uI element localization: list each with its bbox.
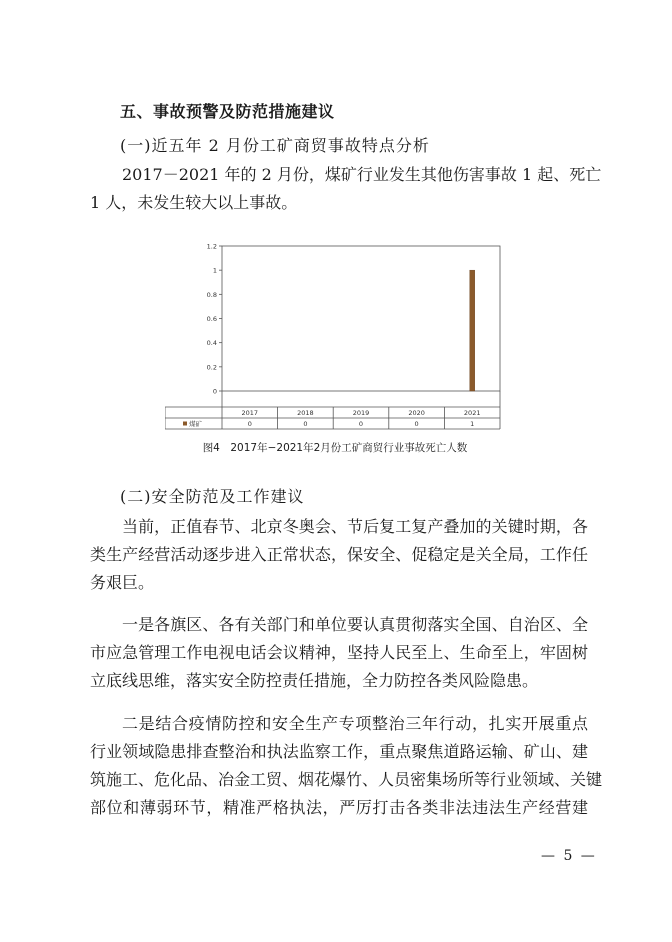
y-tick-label: 0.2 [206, 363, 217, 372]
chart [165, 238, 505, 438]
paragraph-3-line-3: 立底线思维，落实安全防控责任措施，全力防控各类风险隐患。 [90, 671, 539, 690]
paragraph-4 [90, 710, 603, 822]
y-tick-label: 0.6 [206, 315, 217, 323]
y-tick-label: 1.2 [206, 242, 217, 251]
x-category-label: 2018 [297, 409, 314, 417]
paragraph-2-line-2: 类生产经营活动逐步进入正常状态，保安全、促稳定是关全局，工作任 [90, 545, 588, 564]
page-number: — 5 — [541, 848, 597, 864]
bar-2021 [470, 270, 475, 391]
table-value: 0 [358, 420, 364, 428]
paragraph-4-line-4: 部位和薄弱环节，精准严格执法，严厉打击各类非法违法生产经营建 [90, 798, 588, 817]
bar-chart-svg [165, 238, 505, 438]
table-value: 0 [247, 420, 252, 428]
x-category-label: 2021 [463, 409, 481, 417]
table-value: 0 [303, 420, 308, 428]
section-title: 五、事故预警及防范措施建议 [120, 102, 335, 121]
legend-series-name: 煤矿 [189, 420, 202, 428]
plot-area [222, 246, 500, 391]
paragraph-1-line-2: 1 人，未发生较大以上事故。 [90, 193, 298, 212]
y-tick-label: 0.8 [206, 290, 217, 299]
table-value: 0 [414, 420, 419, 428]
x-category-label: 2019 [352, 409, 370, 417]
paragraph-4-line-1: 二是结合疫情防控和安全生产专项整治三年行动，扎实开展重点 [122, 714, 588, 733]
paragraph-3-line-2: 市应急管理工作电视电话会议精神，坚持人民至上、生命至上，牢固树 [90, 643, 588, 662]
paragraph-4-line-3: 筑施工、危化品、冶金工贸、烟花爆竹、人员密集场所等行业领域、关键 [90, 770, 603, 789]
legend-swatch [183, 422, 187, 426]
y-tick-label: 1 [212, 266, 217, 275]
paragraph-1-line-1: 2017－2021 年的 2 月份，煤矿行业发生其他伤害事故 1 起、死亡 [122, 165, 602, 184]
paragraph-4-line-2: 行业领域隐患排查整治和执法监察工作，重点聚焦道路运输、矿山、建 [90, 742, 588, 761]
paragraph-2 [90, 513, 588, 597]
paragraph-2-line-3: 务艰巨。 [90, 573, 155, 592]
x-category-label: 2020 [408, 409, 425, 417]
y-tick-label: 0.4 [206, 339, 217, 348]
paragraph-3 [90, 611, 588, 695]
paragraph-3-line-1: 一是各旗区、各有关部门和单位要认真贯彻落实全国、自治区、全 [122, 615, 588, 634]
subsection-title-1: (一)近五年 2 月份工矿商贸事故特点分析 [120, 136, 430, 155]
subsection-title-2: (二)安全防范及工作建议 [120, 487, 305, 506]
x-category-label: 2017 [241, 409, 259, 417]
chart-caption: 图4 2017年−2021年2月份工矿商贸行业事故死亡人数 [202, 442, 468, 454]
paragraph-2-line-1: 当前，正值春节、北京冬奥会、节后复工复产叠加的关键时期，各 [122, 517, 588, 536]
paragraph-1 [90, 161, 602, 217]
y-tick-label: 0 [212, 387, 217, 396]
table-value: 1 [470, 420, 475, 428]
